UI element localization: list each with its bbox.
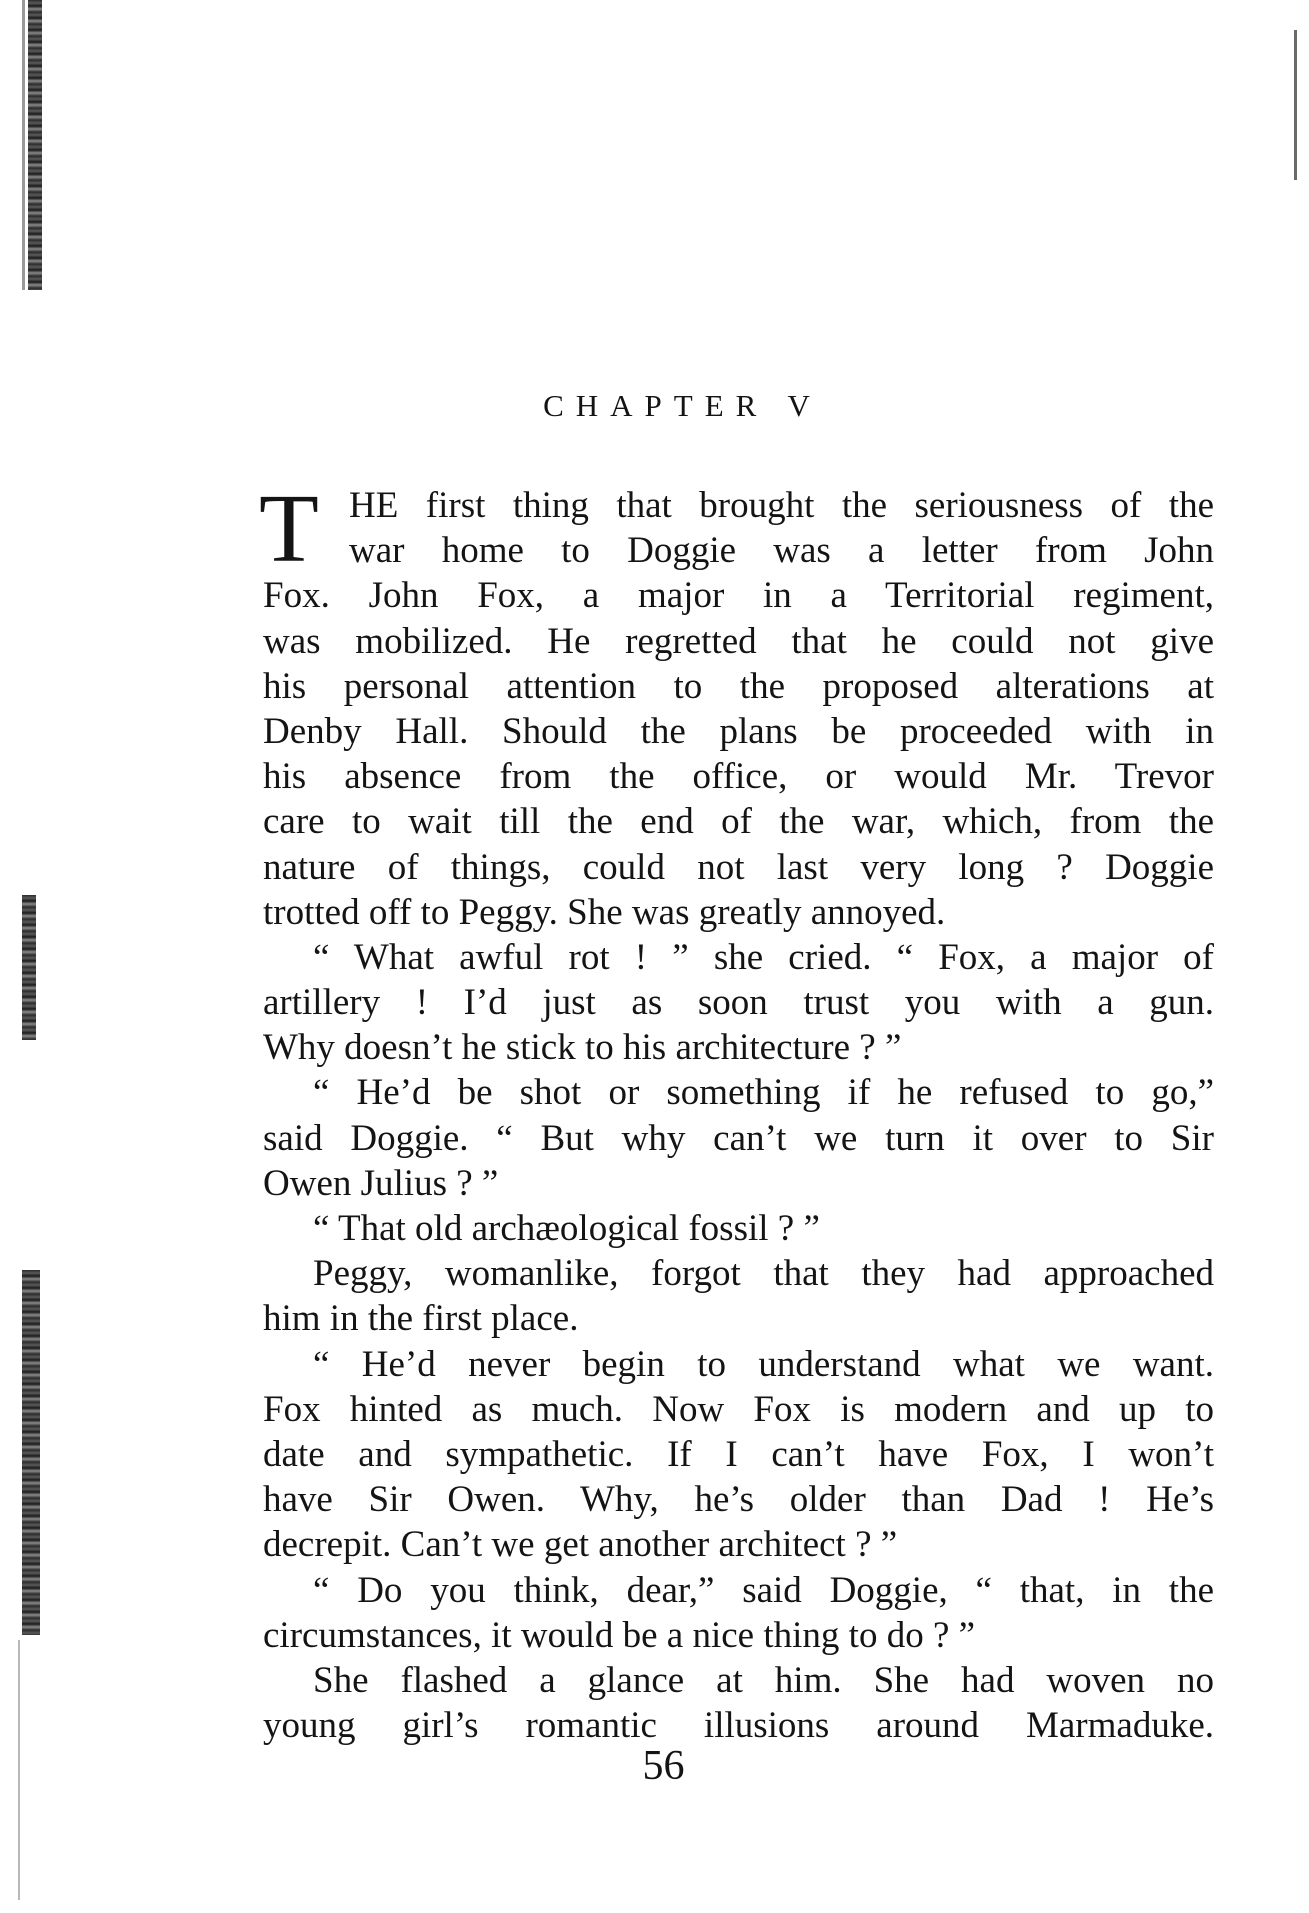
- text-line: She flashed a glance at him. She had woven no: [313, 1659, 1214, 1701]
- text-line: artillery ! I’d just as soon trust you with a gun.: [263, 982, 1214, 1024]
- text-line: Fox hinted as much. Now Fox is modern and up to: [263, 1388, 1214, 1430]
- text-line: Fox. John Fox, a major in a Territorial regiment,: [263, 575, 1214, 617]
- text-line: “ Do you think, dear,” said Doggie, “ that, in the: [313, 1569, 1214, 1611]
- scan-edge-mark: [1294, 30, 1297, 180]
- text-line: Owen Julius ? ”: [263, 1162, 499, 1204]
- text-line: Denby Hall. Should the plans be proceeded with in: [263, 710, 1214, 752]
- text-line: war home to Doggie was a letter from John: [349, 530, 1214, 572]
- text-line: have Sir Owen. Why, he’s older than Dad ! He’s: [263, 1479, 1214, 1521]
- text-line: HE first thing that brought the seriousness of the: [349, 485, 1214, 526]
- text-line: young girl’s romantic illusions around Marmaduke.: [263, 1705, 1214, 1747]
- chapter-heading: CHAPTER V: [543, 388, 822, 423]
- text-line: “ He’d never begin to understand what we want.: [313, 1343, 1214, 1385]
- text-line: Peggy, womanlike, forgot that they had approached: [313, 1253, 1214, 1295]
- text-line: trotted off to Peggy. She was greatly annoyed.: [263, 891, 946, 933]
- body-text: [263, 483, 1214, 1748]
- scan-edge-mark: [22, 1270, 40, 1635]
- text-line: date and sympathetic. If I can’t have Fox, I won’t: [263, 1433, 1214, 1475]
- text-line: “ That old archæological fossil ? ”: [313, 1208, 820, 1249]
- text-line: said Doggie. “ But why can’t we turn it over to Sir: [263, 1117, 1214, 1159]
- scan-edge-mark: [22, 0, 25, 290]
- text-line: decrepit. Can’t we get another architect ? ”: [263, 1524, 898, 1566]
- text-line: him in the first place.: [263, 1298, 579, 1340]
- drop-cap: T: [259, 475, 319, 583]
- text-line: his personal attention to the proposed alterations at: [263, 665, 1214, 707]
- scan-edge-mark: [22, 895, 36, 1040]
- text-line: “ He’d be shot or something if he refused to go,”: [313, 1072, 1214, 1114]
- text-line: his absence from the office, or would Mr. Trevor: [263, 756, 1214, 798]
- text-line: nature of things, could not last very long ? Doggie: [263, 846, 1214, 888]
- text-line: care to wait till the end of the war, which, from the: [263, 801, 1214, 843]
- page-number: 56: [642, 1743, 685, 1789]
- scan-edge-mark: [28, 0, 42, 290]
- text-line: “ What awful rot ! ” she cried. “ Fox, a major of: [313, 936, 1214, 978]
- text-line: Why doesn’t he stick to his architecture ? ”: [263, 1027, 902, 1069]
- text-line: was mobilized. He regretted that he could not give: [263, 620, 1214, 662]
- text-line: circumstances, it would be a nice thing to do ? ”: [263, 1614, 976, 1656]
